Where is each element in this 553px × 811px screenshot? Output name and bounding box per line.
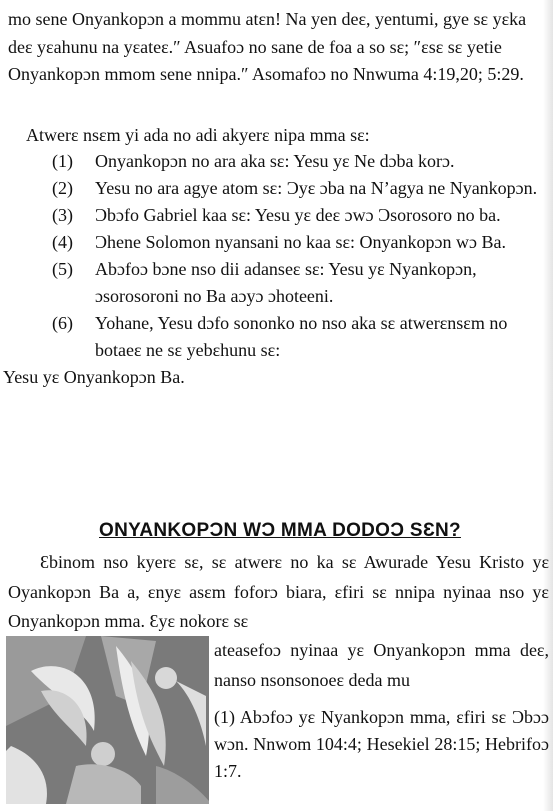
reference-paragraph: (1) Abɔfoɔ yɛ Nyankopɔn mma, ɛfiri sɛ Ɔbɔɔ wɔn. Nnwom 104:4; Hesekiel 28:15; Hebrifoɔ 1:7. (214, 707, 549, 781)
item-text: Onyankopɔn no ara aka sɛ: Yesu yɛ Ne dɔba korɔ. (95, 151, 455, 171)
item-number: (2) (52, 178, 73, 198)
item-text: Yesu no ara agye atom sɛ: Ɔyɛ ɔba na N’agya ne Nyankopɔn. (95, 178, 538, 198)
list-item (0, 202, 553, 229)
item-text: Ɔbɔfo Gabriel kaa sɛ: Yesu yɛ deɛ ɔwɔ Ɔsorosoro no ba. (95, 205, 501, 225)
intro-paragraph: mo sene Onyankopɔn a mommu atɛn! Na yen deɛ, yentumi, gye sɛ yɛka deɛ yɛahunu na yɛateɛ.″ Asuafoɔ no sane de foa a so sɛ; ″ɛsɛ sɛ yetie Onyankopɔn mmom sene nnipa.″ Asomafoɔ no Nnwuma 4:19,20; 5:29. (8, 9, 527, 84)
lead-sentence: Atwerɛ nsɛm yi ada no adi akyerɛ nipa mma sɛ: (26, 125, 370, 145)
item-number: (3) (52, 205, 73, 225)
section-heading: ONYANKOPƆN WƆ MMA DODOƆ SƐN? (99, 520, 461, 541)
item-text: Ɔhene Solomon nyansani no kaa sɛ: Onyankopɔn wɔ Ba. (95, 232, 506, 252)
list-item (0, 175, 553, 202)
item-text: Yohane, Yesu dɔfo sononko no nso aka sɛ atwerɛnsɛm no botaeɛ ne sɛ yebɛhunu sɛ: (95, 313, 508, 360)
list-item (0, 256, 553, 310)
angels-illustration (6, 636, 209, 804)
testimony-list (0, 148, 553, 391)
item-number: (1) (52, 151, 73, 171)
item-number: (5) (52, 259, 73, 279)
item-number: (6) (52, 313, 73, 333)
side-paragraph: ateasefoɔ nyinaa yɛ Onyankopɔn mma deɛ, nanso nsonsonoeɛ deda mu (214, 640, 549, 690)
list-item (0, 229, 553, 256)
list-item (0, 310, 553, 391)
item-conclusion: Yesu yɛ Onyankopɔn Ba. (3, 367, 185, 387)
angels-drawing (6, 636, 209, 804)
body-paragraph: Ɛbinom nso kyerɛ sɛ, sɛ atwerɛ no ka sɛ Awurade Yesu Kristo yɛ Oyankopɔn Ba a, ɛnyɛ asɛm foforɔ biara, ɛfiri sɛ nnipa nyinaa nso yɛ Onyankopɔn mma. Ɛyɛ nokorɛ sɛ (8, 552, 549, 631)
list-item (0, 148, 553, 175)
item-text: Abɔfoɔ bɔne nso dii adanseɛ sɛ: Yesu yɛ Nyankopɔn, ɔsorosoroni no Ba aɔyɔ ɔhoteeni. (95, 259, 477, 306)
item-number: (4) (52, 232, 73, 252)
